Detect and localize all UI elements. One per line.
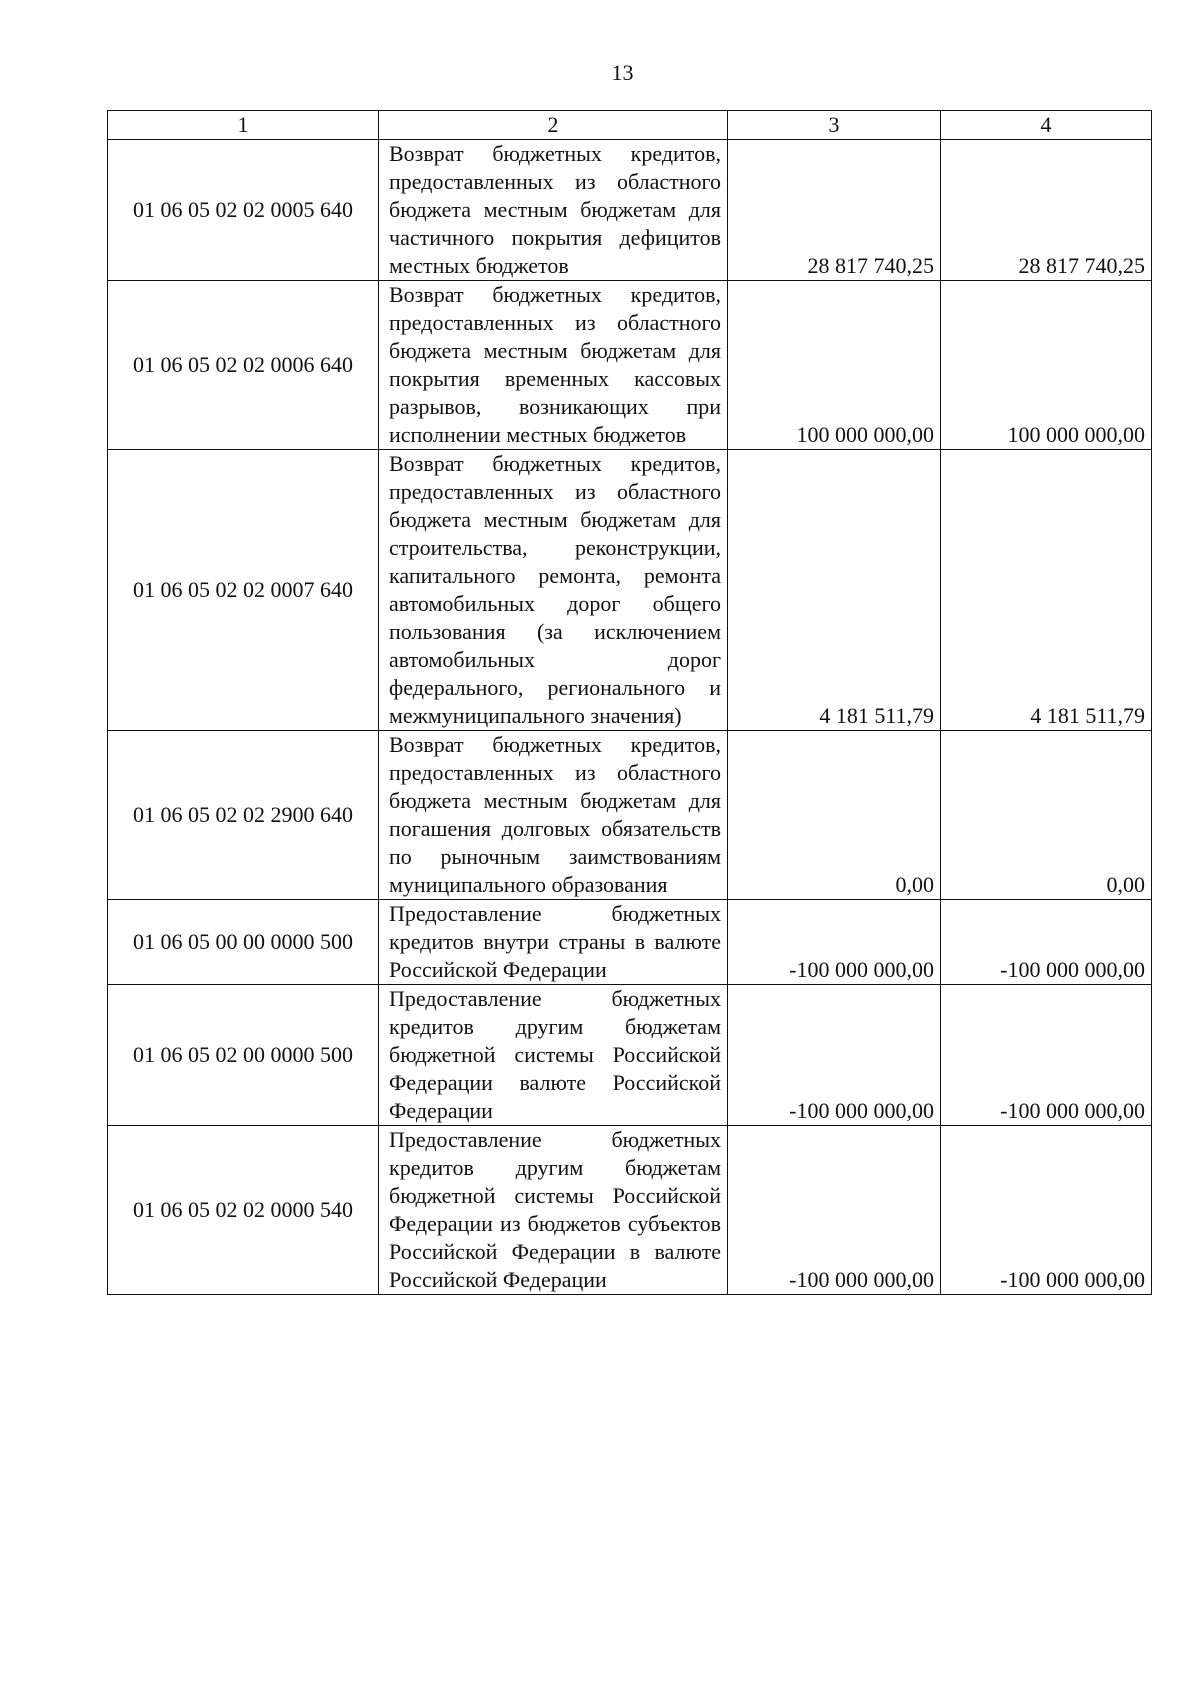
amount-column-3: -100 000 000,00 [728, 900, 941, 985]
page-number: 13 [611, 60, 634, 85]
budget-sources-table [107, 110, 1152, 1295]
amount-column-4: 28 817 740,25 [941, 140, 1152, 281]
row-description: Предоставление бюджетных кредитов другим бюджетам бюджетной системы Российской Федерации из бюджетов субъектов Российской Федерации в валюте Российской Федерации [379, 1126, 728, 1295]
amount-column-4: -100 000 000,00 [941, 900, 1152, 985]
amount-column-3: 100 000 000,00 [728, 281, 941, 450]
table-row [108, 281, 1152, 450]
table-row [108, 140, 1152, 281]
budget-code: 01 06 05 02 02 2900 640 [108, 731, 379, 900]
column-header-2: 2 [379, 111, 728, 140]
budget-code: 01 06 05 02 02 0000 540 [108, 1126, 379, 1295]
row-description: Возврат бюджетных кредитов, предоставленных из областного бюджета местным бюджетам для строительства, реконструкции, капитального ремонта, ремонта автомобильных дорог общего пользования (за исключением автомобильных дорог федерального, регионального и межмуниципального значения) [379, 450, 728, 731]
budget-code: 01 06 05 02 00 0000 500 [108, 985, 379, 1126]
budget-code: 01 06 05 00 00 0000 500 [108, 900, 379, 985]
table-row [108, 985, 1152, 1126]
amount-column-3: 0,00 [728, 731, 941, 900]
row-description: Возврат бюджетных кредитов, предоставленных из областного бюджета местным бюджетам для покрытия временных кассовых разрывов, возникающих при исполнении местных бюджетов [379, 281, 728, 450]
amount-column-4: -100 000 000,00 [941, 1126, 1152, 1295]
amount-column-3: 4 181 511,79 [728, 450, 941, 731]
amount-column-3: -100 000 000,00 [728, 985, 941, 1126]
row-description: Предоставление бюджетных кредитов другим бюджетам бюджетной системы Российской Федерации валюте Российской Федерации [379, 985, 728, 1126]
table-row [108, 1126, 1152, 1295]
row-description: Предоставление бюджетных кредитов внутри страны в валюте Российской Федерации [379, 900, 728, 985]
budget-code: 01 06 05 02 02 0005 640 [108, 140, 379, 281]
table-row [108, 450, 1152, 731]
amount-column-4: 4 181 511,79 [941, 450, 1152, 731]
column-header-1: 1 [108, 111, 379, 140]
budget-code: 01 06 05 02 02 0007 640 [108, 450, 379, 731]
row-description: Возврат бюджетных кредитов, предоставленных из областного бюджета местным бюджетам для частичного покрытия дефицитов местных бюджетов [379, 140, 728, 281]
column-header-4: 4 [941, 111, 1152, 140]
amount-column-3: 28 817 740,25 [728, 140, 941, 281]
amount-column-4: 100 000 000,00 [941, 281, 1152, 450]
amount-column-4: 0,00 [941, 731, 1152, 900]
amount-column-4: -100 000 000,00 [941, 985, 1152, 1126]
row-description: Возврат бюджетных кредитов, предоставленных из областного бюджета местным бюджетам для погашения долговых обязательств по рыночным заимствованиям муниципального образования [379, 731, 728, 900]
table-header-row [108, 111, 1152, 140]
table-row [108, 900, 1152, 985]
amount-column-3: -100 000 000,00 [728, 1126, 941, 1295]
table-row [108, 731, 1152, 900]
budget-code: 01 06 05 02 02 0006 640 [108, 281, 379, 450]
column-header-3: 3 [728, 111, 941, 140]
